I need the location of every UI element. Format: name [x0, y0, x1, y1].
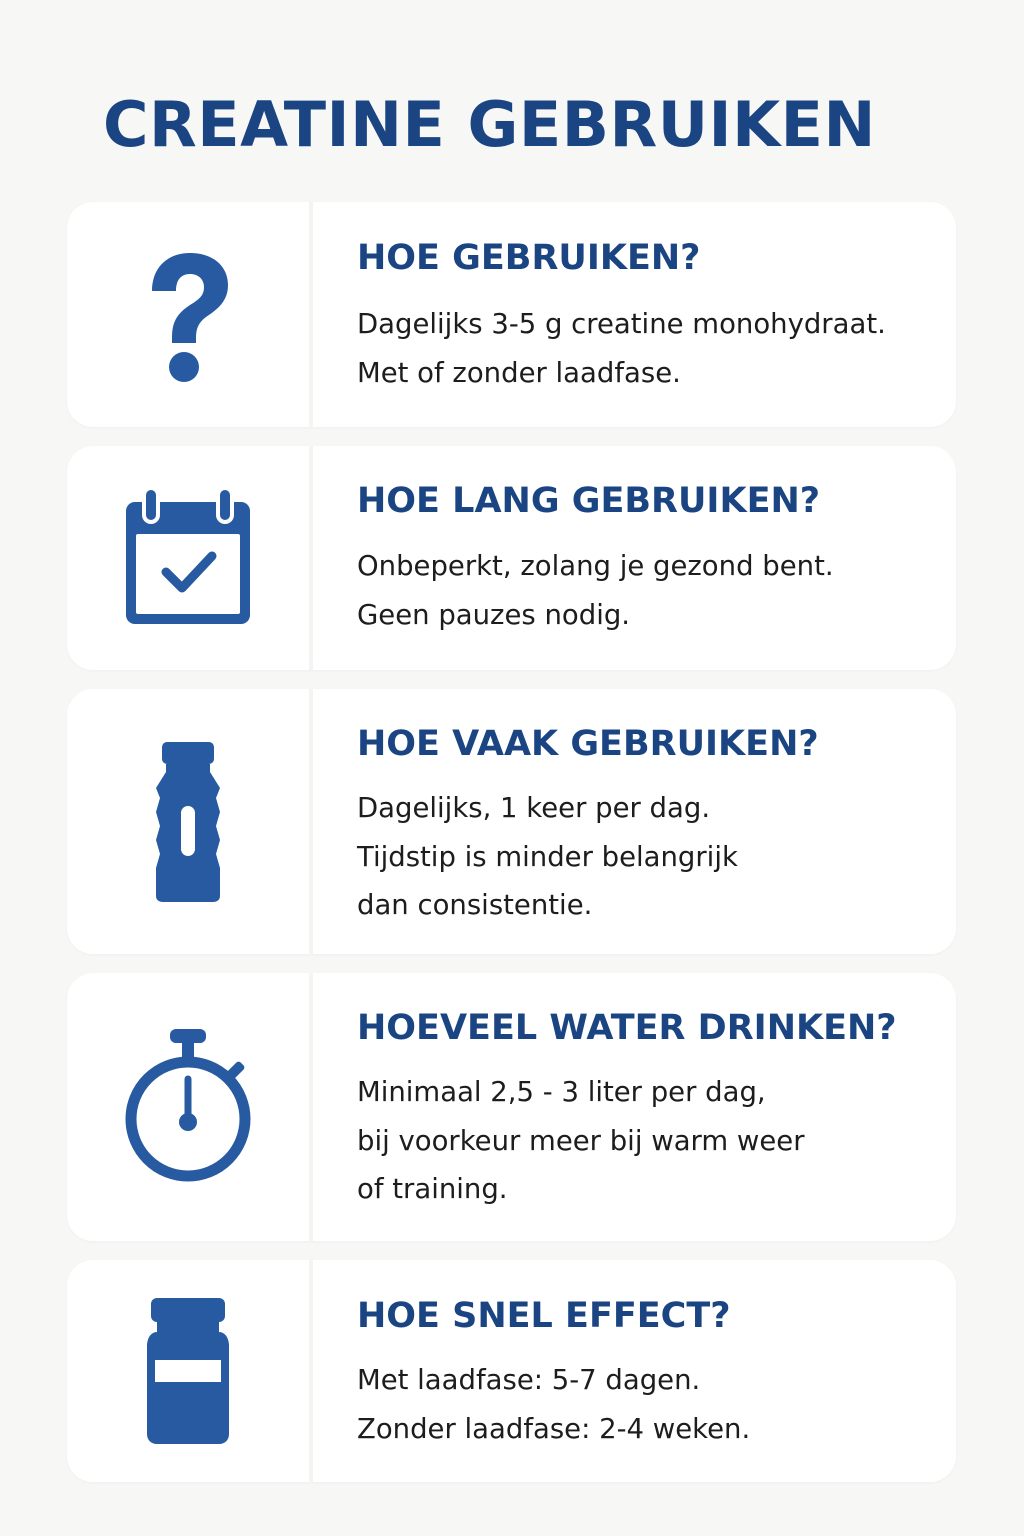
card-divider [309, 202, 313, 427]
bottle-icon [150, 740, 226, 904]
question-mark-icon [138, 245, 238, 385]
card-body [357, 300, 886, 397]
card-divider [309, 446, 313, 670]
card-icon-cell [67, 202, 309, 427]
card-how-much-water [67, 973, 956, 1241]
card-body-line: dan consistentie. [357, 889, 593, 921]
card-divider [309, 689, 313, 954]
card-icon-cell [67, 446, 309, 670]
card-body [357, 784, 738, 930]
card-body [357, 1068, 805, 1214]
supplement-jar-icon [143, 1296, 233, 1446]
card-body-line: Onbeperkt, zolang je gezond bent. [357, 550, 834, 582]
calendar-check-icon [120, 486, 256, 630]
card-heading: HOE VAAK GEBRUIKEN? [357, 724, 819, 764]
card-body-line: Tijdstip is minder belangrijk [357, 840, 738, 873]
card-body-line: Zonder laadfase: 2-4 weken. [357, 1412, 751, 1445]
card-body-line: Met of zonder laadfase. [357, 356, 681, 389]
card-body-line: Minimaal 2,5 - 3 liter per dag, [357, 1076, 766, 1108]
card-body-line: Dagelijks 3-5 g creatine monohydraat. [357, 308, 886, 340]
card-how-to-use [67, 202, 956, 427]
card-how-long [67, 446, 956, 670]
card-divider [309, 1260, 313, 1482]
card-body-line: Dagelijks, 1 keer per dag. [357, 792, 711, 824]
card-icon-cell [67, 689, 309, 954]
card-body-line: of training. [357, 1173, 508, 1205]
card-body [357, 542, 834, 639]
card-heading: HOEVEEL WATER DRINKEN? [357, 1008, 897, 1048]
card-icon-cell [67, 1260, 309, 1482]
card-body-line: bij voorkeur meer bij warm weer [357, 1124, 805, 1157]
page-title: CREATINE GEBRUIKEN [103, 88, 876, 161]
card-divider [309, 973, 313, 1241]
card-body-line: Geen pauzes nodig. [357, 598, 631, 631]
card-body [357, 1356, 750, 1453]
stopwatch-icon [118, 1027, 258, 1187]
card-how-fast-effect [67, 1260, 956, 1482]
card-heading: HOE GEBRUIKEN? [357, 238, 701, 278]
card-icon-cell [67, 973, 309, 1241]
card-heading: HOE SNEL EFFECT? [357, 1296, 731, 1336]
card-heading: HOE LANG GEBRUIKEN? [357, 481, 821, 521]
card-body-line: Met laadfase: 5-7 dagen. [357, 1364, 701, 1396]
card-how-often [67, 689, 956, 954]
